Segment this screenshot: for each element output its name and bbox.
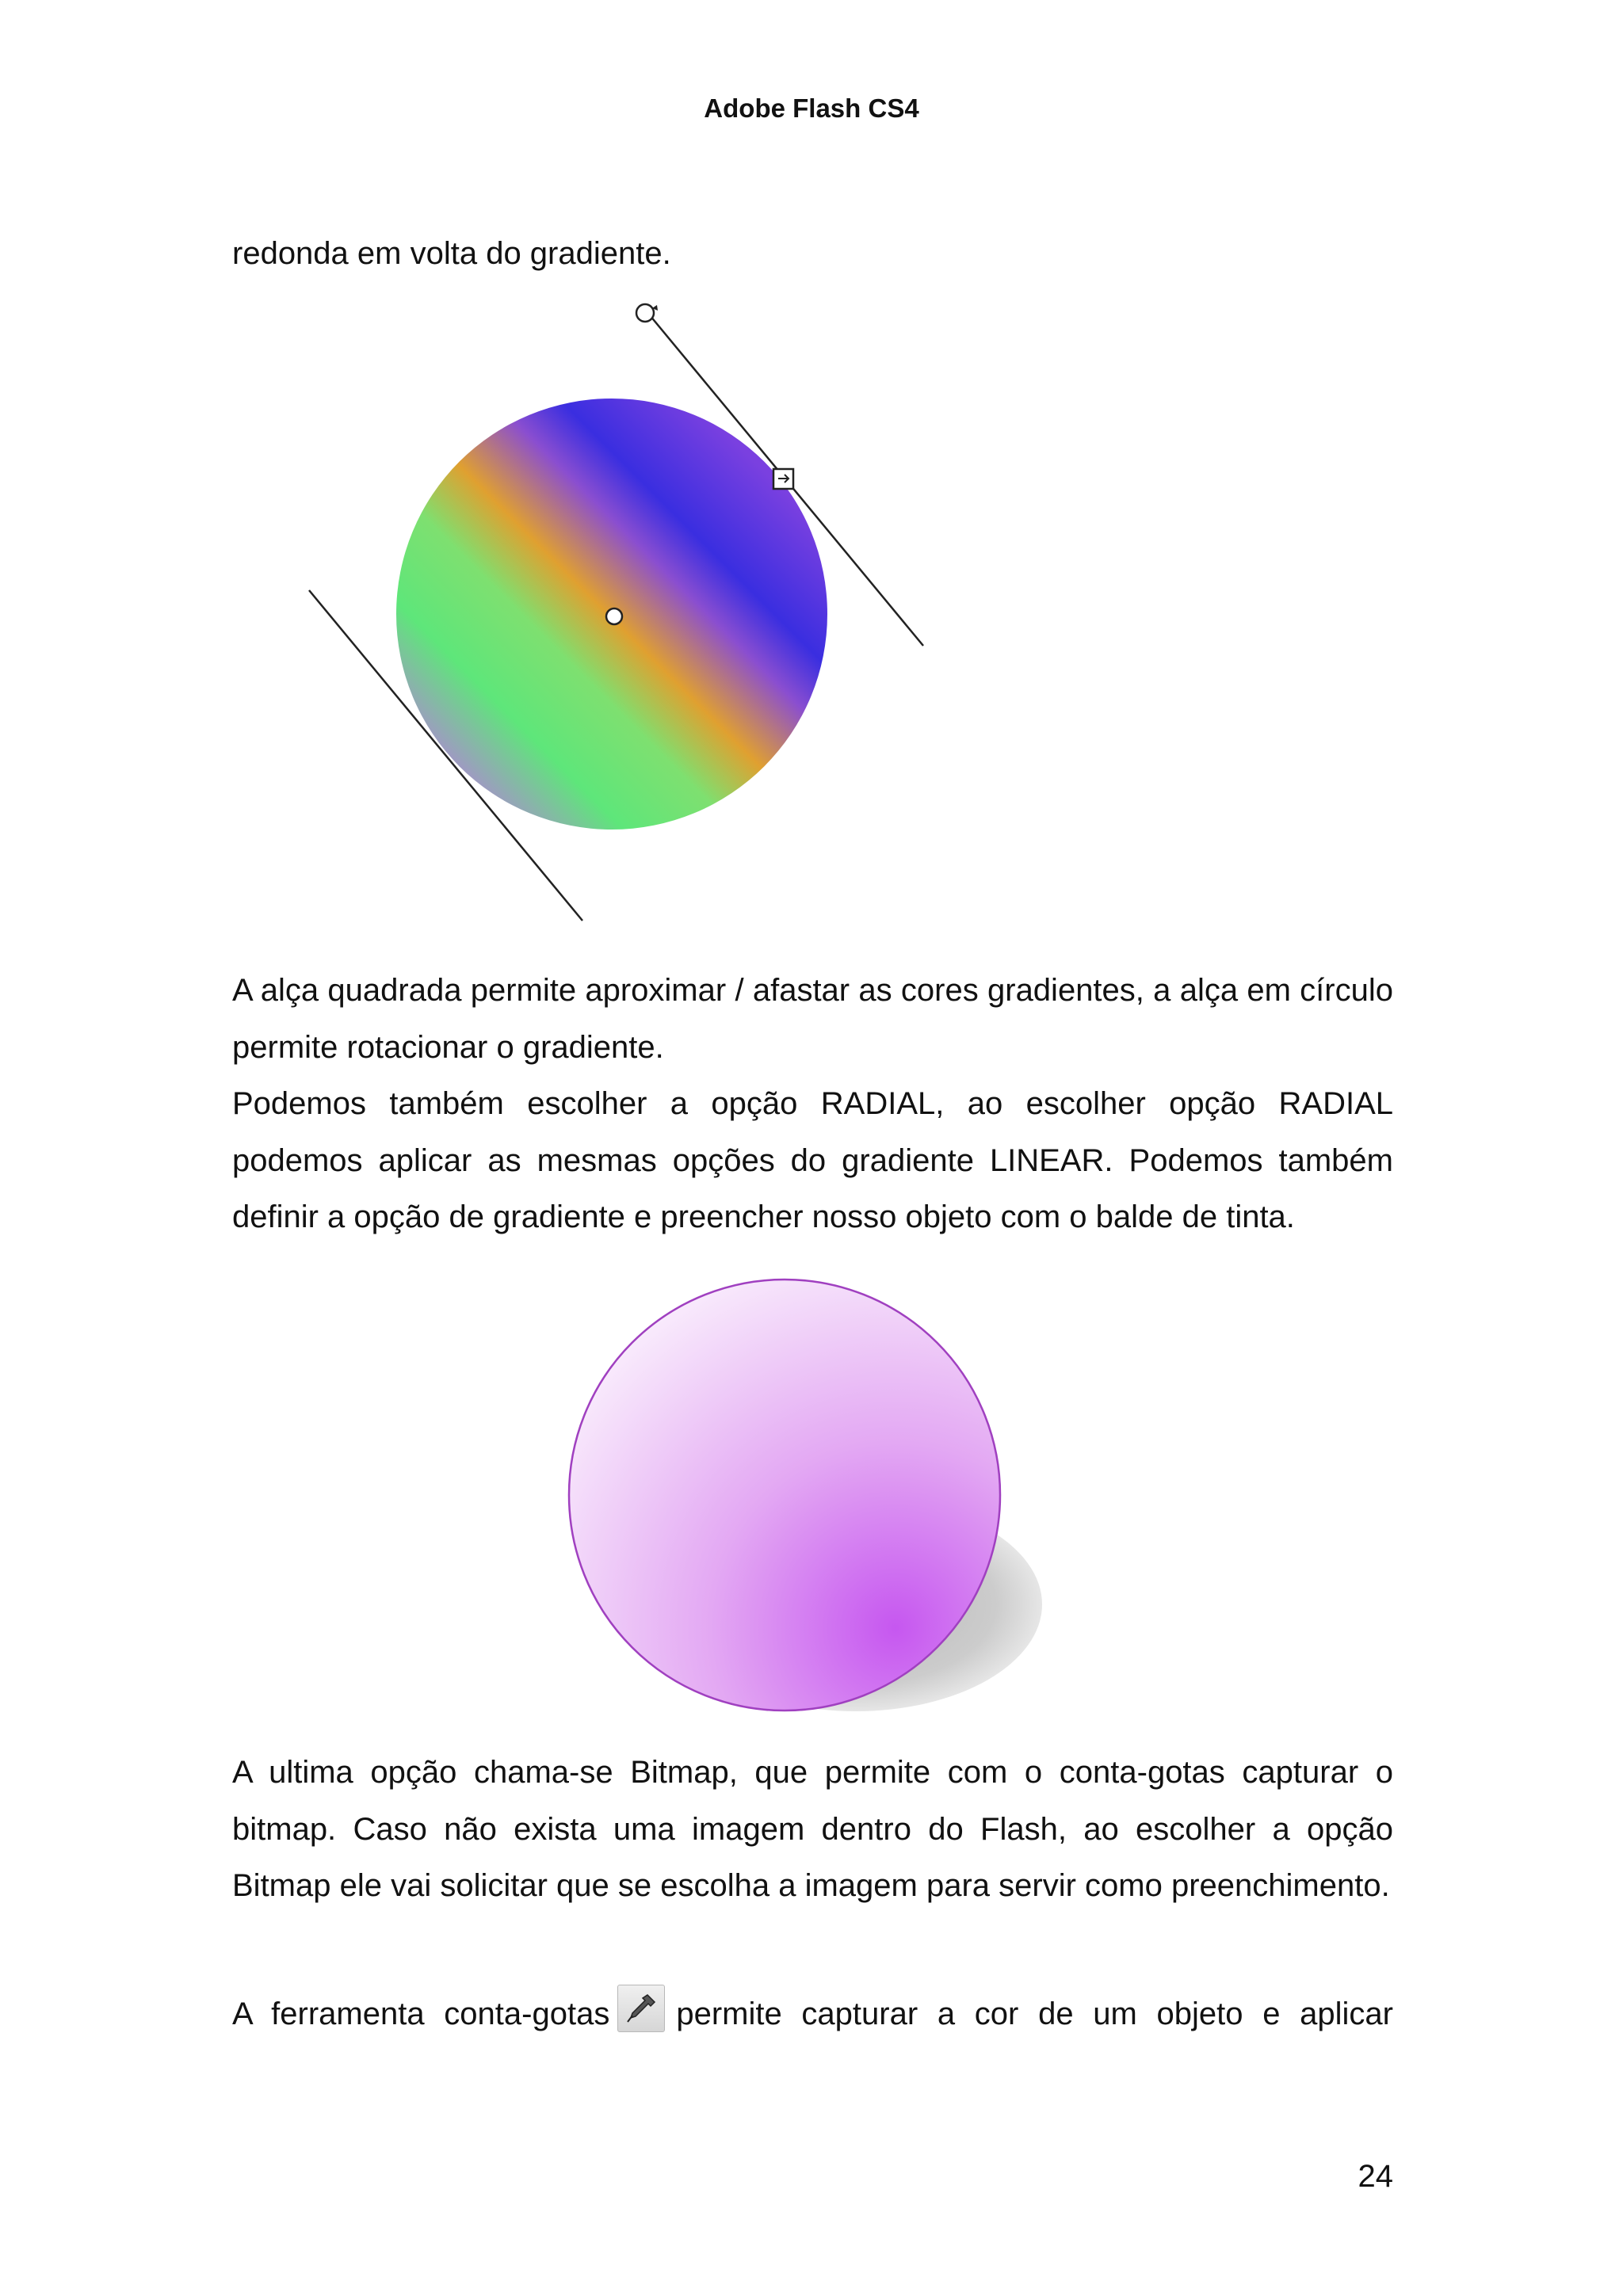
radial-gradient-figure	[547, 1264, 1070, 1731]
page-number: 24	[1358, 2159, 1393, 2194]
radial-gradient-circle	[569, 1280, 1000, 1711]
paragraph-intro: redonda em volta do gradiente.	[232, 236, 671, 271]
center-point-icon[interactable]	[606, 608, 622, 624]
eyedropper-text-before: A ferramenta conta-gotas	[232, 1997, 610, 2031]
eyedropper-icon[interactable]	[617, 1985, 665, 2032]
paragraph-bitmap: A ultima opção chama-se Bitmap, que permite com o conta-gotas capturar o bitmap. Caso não exista uma imagem dentro do Flash, ao escolher a opção Bitmap ele vai solicitar que se escolha a imagem para servir como preenchimento.	[232, 1755, 1393, 1903]
linear-gradient-figure	[230, 293, 983, 943]
circle-rotate-handle-icon[interactable]	[636, 304, 658, 322]
paragraph-handles: A alça quadrada permite aproximar / afastar as cores gradientes, a alça em círculo permite rotacionar o gradiente.	[232, 973, 1393, 1065]
paragraph-radial: Podemos também escolher a opção RADIAL, ao escolher opção RADIAL podemos aplicar as mesmas opções do gradiente LINEAR. Podemos também definir a opção de gradiente e preencher nosso objeto com o balde de tinta.	[232, 1086, 1393, 1234]
eyedropper-text-after: permite capturar a cor de um objeto e aplicar	[676, 1997, 1393, 2031]
paragraph-eyedropper	[232, 1985, 1393, 2043]
square-scale-handle-icon[interactable]	[773, 469, 793, 489]
page-header-title: Adobe Flash CS4	[704, 93, 919, 123]
